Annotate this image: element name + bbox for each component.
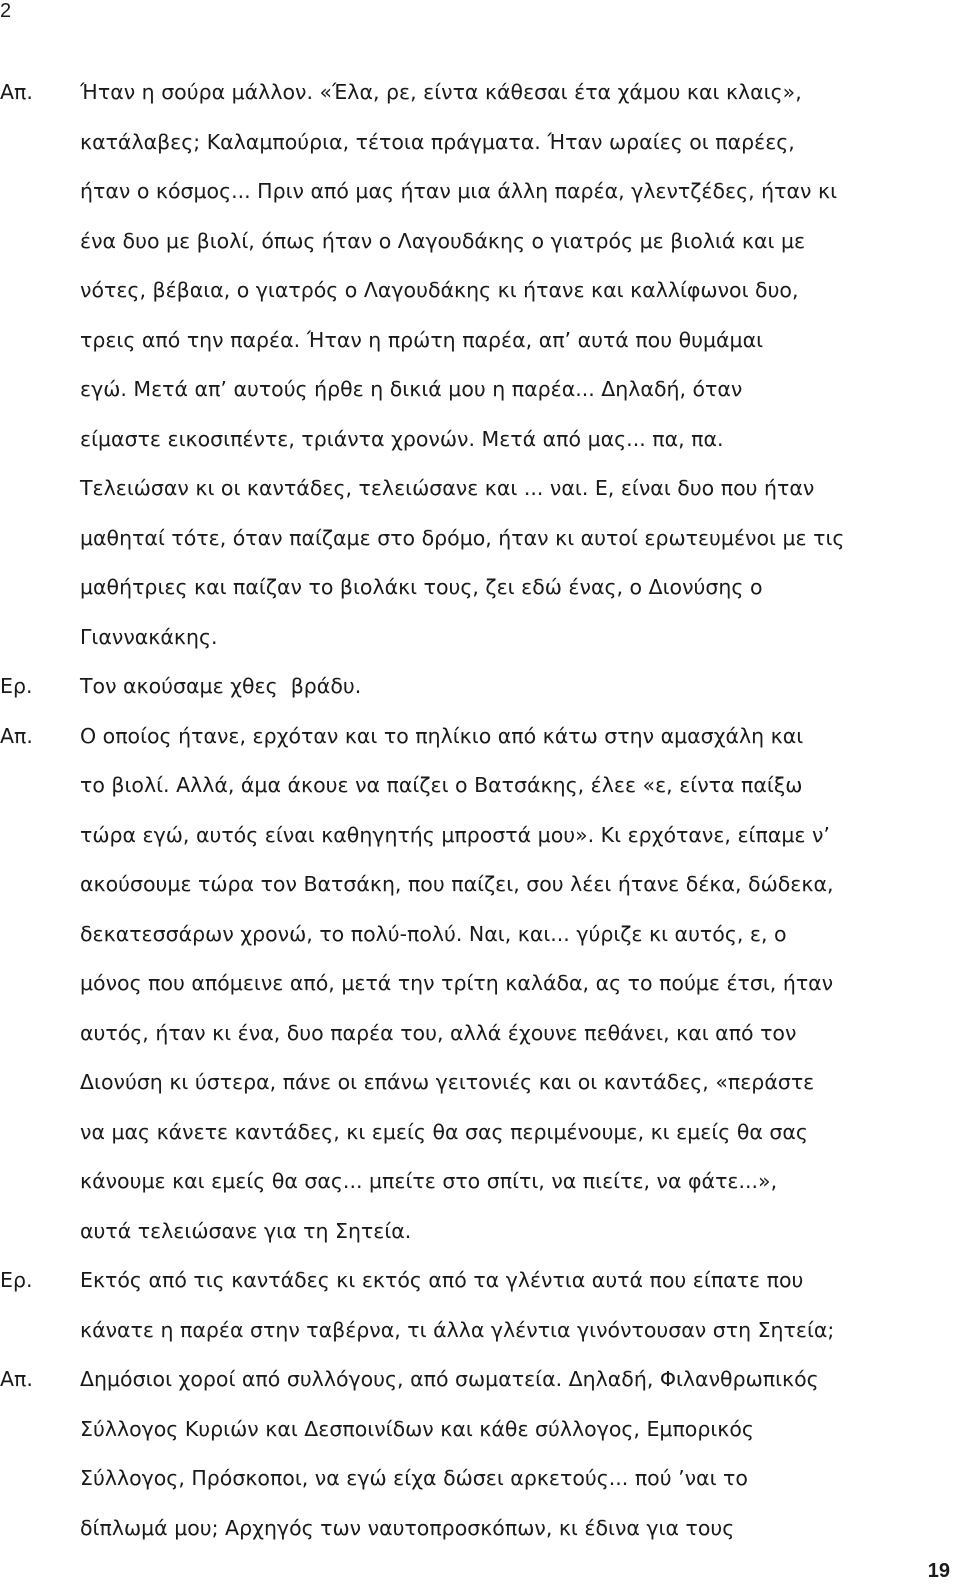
text-line: Ο οποίος ήτανε, ερχόταν και το πηλίκιο από κάτω στην αμασχάλη και <box>80 723 804 748</box>
text-line: ένα δυο με βιολί, όπως ήταν ο Λαγουδάκης ο γιατρός με βιολιά και με <box>80 228 806 253</box>
text-line: τρεις από την παρέα. Ήταν η πρώτη παρέα, απ’ αυτά που θυμάμαι <box>80 327 764 352</box>
page-number-bottom: 19 <box>927 1560 950 1582</box>
speech-text <box>80 1256 949 1355</box>
speech-text <box>80 68 949 662</box>
transcript-turn <box>0 712 960 1257</box>
transcript-turn <box>0 1355 960 1553</box>
text-line: Εκτός από τις καντάδες κι εκτός από τα γλέντια αυτά που είπατε που <box>80 1268 804 1292</box>
text-line: κάνατε η παρέα στην ταβέρνα, τι άλλα γλέντια γινόντουσαν στη Σητεία; <box>80 1317 835 1342</box>
text-line: μόνος που απόμεινε από, μετά την τρίτη καλάδα, ας το πούμε έτσι, ήταν <box>80 971 834 995</box>
text-line: αυτά τελειώσανε για τη Σητεία. <box>80 1218 412 1243</box>
text-line: Γιαννακάκης. <box>80 624 218 649</box>
transcript-turn <box>0 1256 960 1355</box>
text-line: αυτός, ήταν κι ένα, δυο παρέα του, αλλά έχουνε πεθάνει, και από τον <box>80 1020 797 1045</box>
text-line: Ήταν η σούρα μάλλον. «Έλα, ρε, είντα κάθεσαι έτα χάμου και κλαις», <box>80 80 802 104</box>
text-line: εγώ. Μετά απ’ αυτούς ήρθε η δικιά μου η παρέα... Δηλαδή, όταν <box>80 377 743 401</box>
speaker-label: Ερ. <box>0 1268 33 1292</box>
speaker-label: Απ. <box>0 1367 33 1391</box>
speaker-label: Απ. <box>0 723 33 748</box>
text-line: είμαστε εικοσιπέντε, τριάντα χρονών. Μετά από μας... πα, πα. <box>80 426 724 451</box>
text-line: Τον ακούσαμε χθες βράδυ. <box>80 674 362 698</box>
speech-text <box>80 1355 949 1553</box>
speech-text <box>80 662 949 712</box>
page-number-top: 2 <box>0 0 12 22</box>
text-line: Δημόσιοι χοροί από συλλόγους, από σωματεία. Δηλαδή, Φιλανθρωπικός <box>80 1367 819 1391</box>
text-line: Σύλλογος, Πρόσκοποι, να εγώ είχα δώσει αρκετούς... πού ’ναι το <box>80 1466 748 1490</box>
transcript-turn <box>0 662 960 712</box>
text-line: κάνουμε και εμείς θα σας... μπείτε στο σπίτι, να πιείτε, να φάτε...», <box>80 1169 778 1193</box>
text-line: νότες, βέβαια, ο γιατρός ο Λαγουδάκης κι ήτανε και καλλίφωνοι δυο, <box>80 278 799 302</box>
text-line: ακούσουμε τώρα τον Βατσάκη, που παίζει, σου λέει ήτανε δέκα, δώδεκα, <box>80 872 834 896</box>
text-line: κατάλαβες; Καλαμπούρια, τέτοια πράγματα. Ήταν ωραίες οι παρέες, <box>80 129 795 154</box>
speech-text <box>80 712 949 1257</box>
text-line: τώρα εγώ, αυτός είναι καθηγητής μπροστά μου». Κι ερχότανε, είπαμε ν’ <box>80 822 830 847</box>
text-line: μαθηταί τότε, όταν παίζαμε στο δρόμο, ήταν κι αυτοί ερωτευμένοι με τις <box>80 525 845 550</box>
text-line: το βιολί. Αλλά, άμα άκουε να παίζει ο Βατσάκης, έλεε «ε, είντα παίξω <box>80 773 803 797</box>
text-line: ήταν ο κόσμος... Πριν από μας ήταν μια άλλη παρέα, γλεντζέδες, ήταν κι <box>80 179 838 203</box>
speaker-label: Ερ. <box>0 674 33 698</box>
transcript-turn <box>0 68 960 662</box>
text-line: δίπλωμά μου; Αρχηγός των ναυτοπροσκόπων, κι έδινα για τους <box>80 1515 735 1540</box>
text-line: μαθήτριες και παίζαν το βιολάκι τους, ζει εδώ ένας, ο Διονύσης ο <box>80 575 763 599</box>
text-line: να μας κάνετε καντάδες, κι εμείς θα σας περιμένουμε, κι εμείς θα σας <box>80 1119 808 1144</box>
text-line: Σύλλογος Κυριών και Δεσποινίδων και κάθε σύλλογος, Εμπορικός <box>80 1416 754 1441</box>
text-line: Τελειώσαν κι οι καντάδες, τελειώσανε και ... ναι. Ε, είναι δυο που ήταν <box>80 476 815 500</box>
text-line: δεκατεσσάρων χρονώ, το πολύ-πολύ. Ναι, και... γύριζε κι αυτός, ε, ο <box>80 921 787 946</box>
speaker-label: Απ. <box>0 80 33 104</box>
text-line: Διονύση κι ύστερα, πάνε οι επάνω γειτονιές και οι καντάδες, «περάστε <box>80 1070 815 1094</box>
interview-transcript <box>0 68 960 1553</box>
